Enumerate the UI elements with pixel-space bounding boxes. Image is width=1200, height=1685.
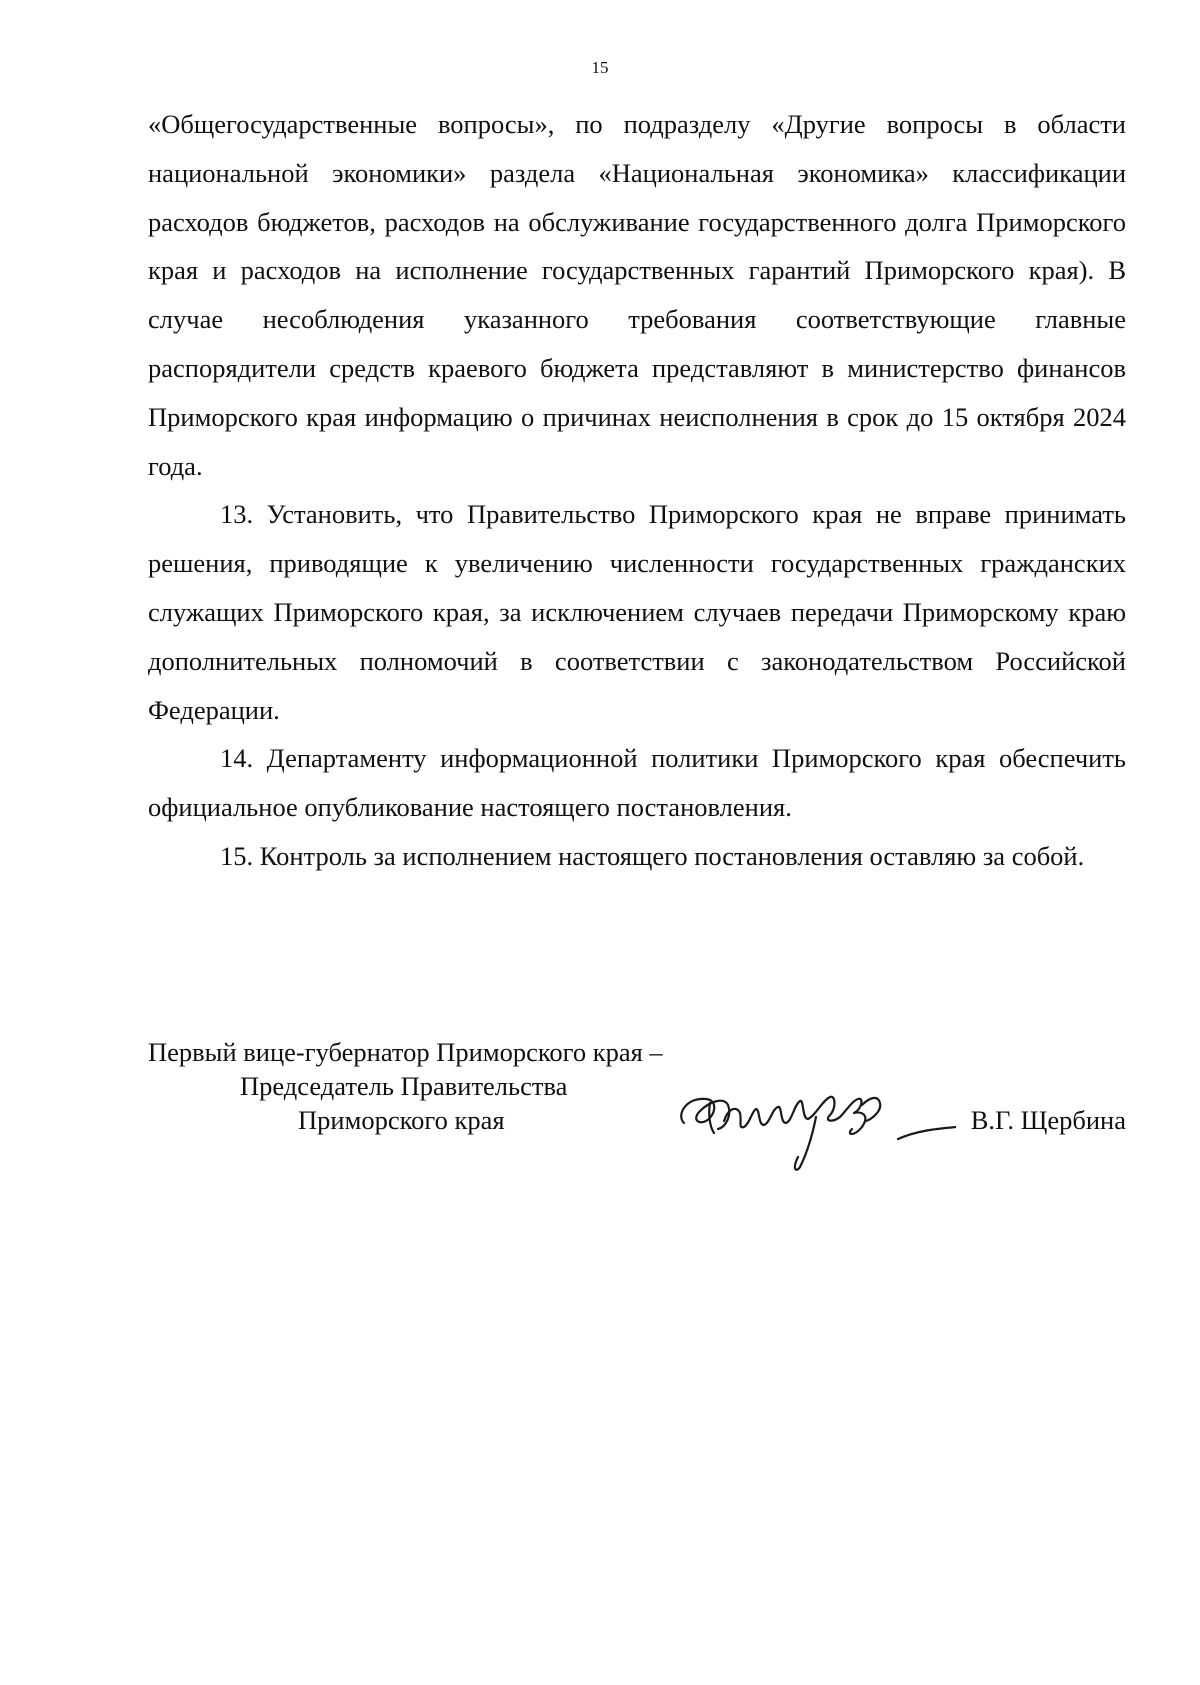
- paragraph-13: 13. Установить, что Правительство Приморского края не вправе принимать решения, приводящие к увеличению численности государственных гражданских служащих Приморского края, за исключением случаев передачи Приморскому краю дополнительных полномочий в соответствии с законодательством Российской Федерации.: [148, 499, 1126, 725]
- paragraph-15: 15. Контроль за исполнением настоящего постановления оставляю за собой.: [220, 840, 1085, 871]
- signature-block: [148, 1035, 1126, 1175]
- signer-title-line-3: Приморского края: [298, 1105, 505, 1135]
- signer-name: В.Г. Щербина: [970, 1105, 1126, 1135]
- signer-title-line-2: Председатель Правительства: [240, 1071, 568, 1101]
- signer-title-line-1: Первый вице-губернатор Приморского края –: [148, 1037, 663, 1067]
- page-number: 15: [591, 58, 609, 77]
- paragraph-14: 14. Департаменту информационной политики Приморского края обеспечить официальное опубликование настоящего постановления.: [148, 743, 1126, 823]
- paragraph-continuation: «Общегосударственные вопросы», по подразделу «Другие вопросы в области национальной экономики» раздела «Национальная экономика» классификации расходов бюджетов, расходов на обслуживание государственного долга Приморского края и расходов на исполнение государственных гарантий Приморского края). В случае несоблюдения указанного требования соответствующие главные распорядители средств краевого бюджета представляют в министерство финансов Приморского края информацию о причинах неисполнения в срок до 15 октября 2024 года.: [148, 109, 1126, 481]
- document-body: [148, 100, 1126, 881]
- handwritten-signature-icon: [666, 1075, 956, 1205]
